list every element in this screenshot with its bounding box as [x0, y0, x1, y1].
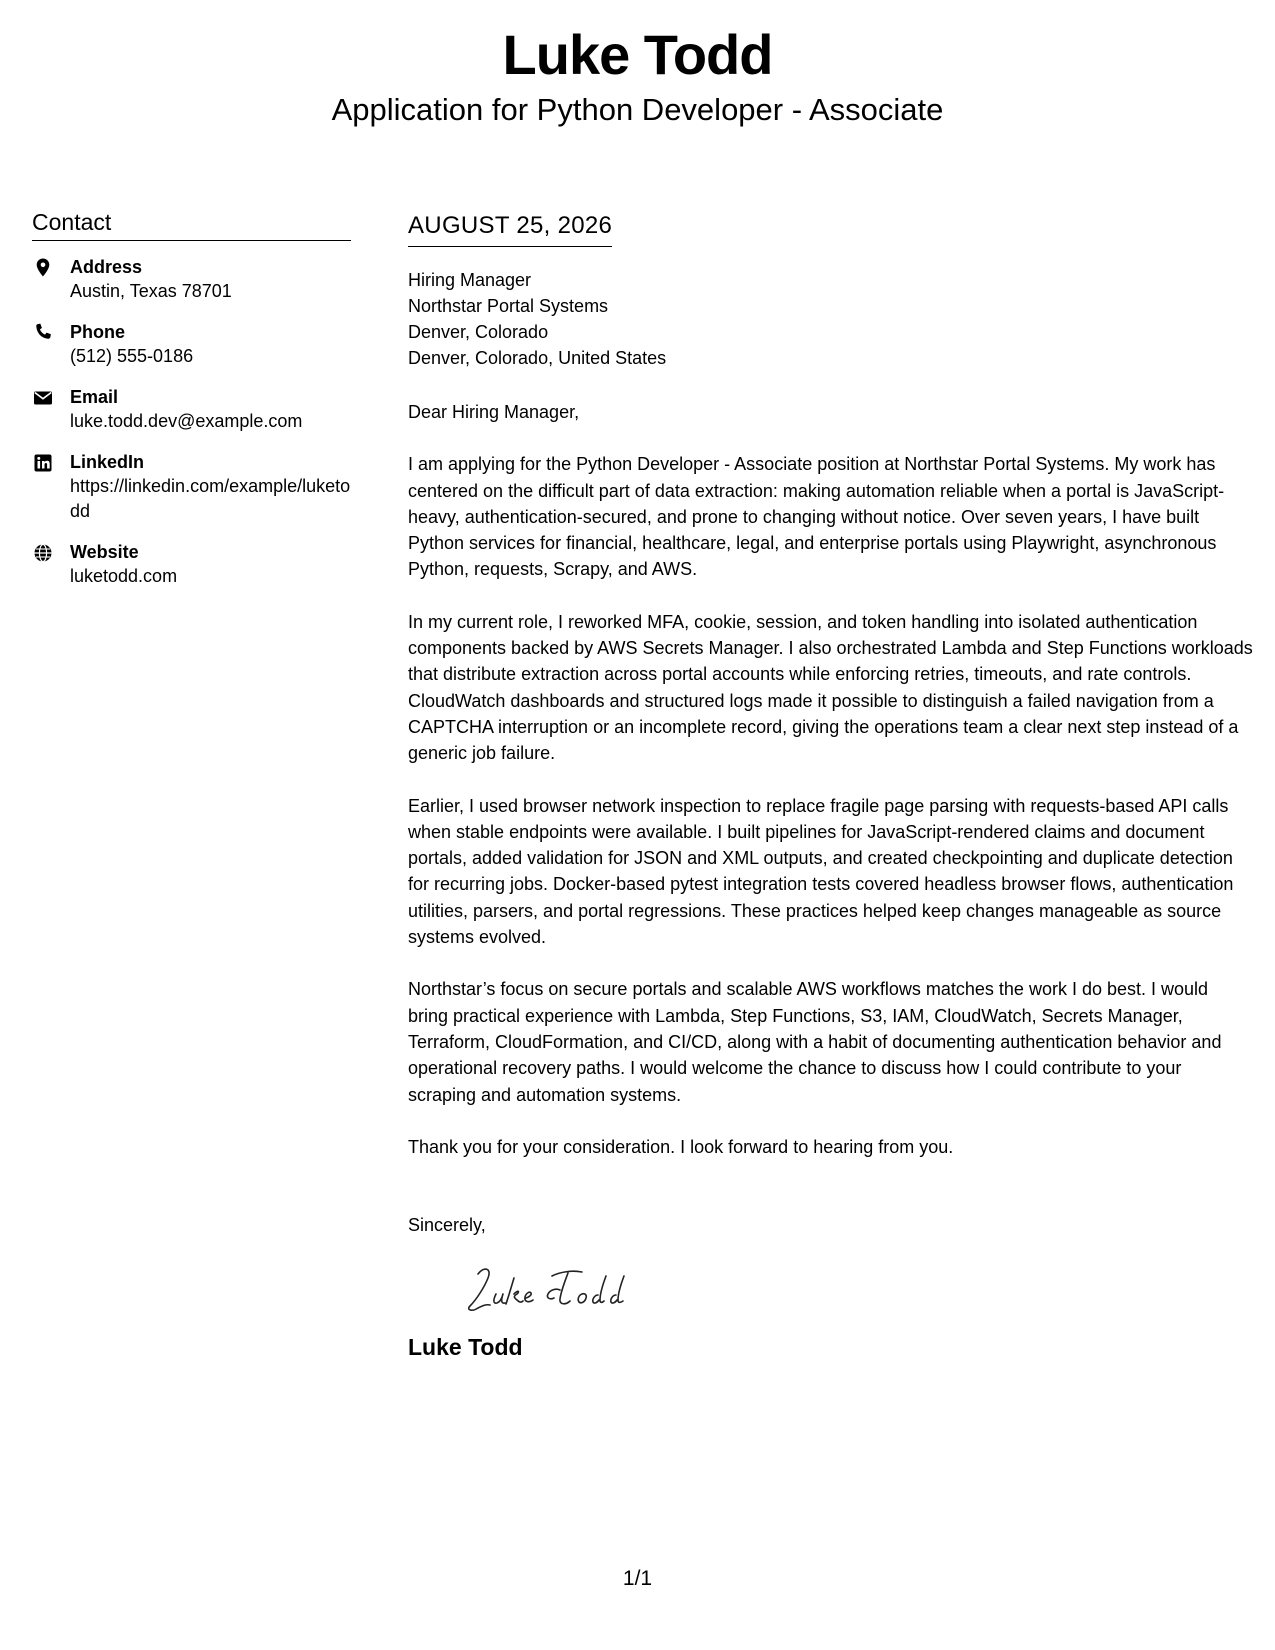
contact-label: Address: [70, 257, 143, 277]
recipient-line: Hiring Manager: [408, 270, 532, 290]
salutation: Dear Hiring Manager,: [408, 402, 580, 422]
letter-paragraph: Northstar’s focus on secure portals and scalable AWS workflows matches the work I do best. I would bring practical experience with Lambda, Step Functions, S3, IAM, CloudWatch, Secrets Manager, Terraform, CloudFormation, and CI/CD, along with a habit of documenting authentication behavior and operational recovery paths. I would welcome the chance to discuss how I could contribute to your scraping and automation systems.: [408, 979, 1222, 1105]
signer-name: Luke Todd: [408, 1334, 523, 1361]
location-pin-icon: [32, 257, 54, 279]
contact-sidebar: [32, 208, 351, 605]
letter-paragraph: Thank you for your consideration. I look forward to hearing from you.: [408, 1136, 954, 1157]
globe-icon: [32, 542, 54, 564]
application-subtitle: Application for Python Developer - Associate: [331, 92, 944, 127]
contact-item-address: [32, 255, 351, 304]
contact-item-phone: [32, 320, 351, 369]
recipient-line: Northstar Portal Systems: [408, 296, 609, 316]
contact-value: (512) 555-0186: [70, 346, 194, 366]
handwritten-signature: [456, 1260, 656, 1320]
closing: Sincerely,: [408, 1215, 486, 1236]
page-number: 1/1: [622, 1567, 653, 1590]
contact-value: Austin, Texas 78701: [70, 281, 232, 301]
letter-header: [0, 20, 1275, 130]
contact-label: Phone: [70, 322, 126, 342]
applicant-name: Luke Todd: [502, 23, 773, 86]
contact-item-email: [32, 385, 351, 434]
recipient-block: [408, 267, 1253, 371]
website-link[interactable]: luketodd.com: [70, 566, 178, 586]
envelope-icon: [32, 387, 54, 409]
contact-label: Website: [70, 542, 139, 562]
letter-paragraph: I am applying for the Python Developer - Associate position at Northstar Portal Systems. My work has centered on the difficult part of data extraction: making automation reliable when a portal is JavaScript-heavy, authentication-secured, and prone to changing without notice. Over seven years, I have built Python services for financial, healthcare, legal, and enterprise portals using Playwright, asynchronous Python, requests, Scrapy, and AWS.: [408, 454, 1225, 580]
contact-value: luke.todd.dev@example.com: [70, 411, 303, 431]
contact-label: Email: [70, 387, 119, 407]
letter-date: AUGUST 25, 2026: [408, 210, 612, 247]
recipient-line: Denver, Colorado, United States: [408, 348, 667, 368]
contact-section-title: Contact: [32, 208, 351, 241]
recipient-line: Denver, Colorado: [408, 322, 549, 342]
linkedin-link[interactable]: https://linkedin.com/example/luketodd: [70, 476, 351, 521]
contact-label: LinkedIn: [70, 452, 145, 472]
phone-icon: [32, 322, 54, 344]
contact-item-linkedin: [32, 450, 351, 524]
letter-body: [408, 210, 1253, 1362]
letter-paragraph: In my current role, I reworked MFA, cookie, session, and token handling into isolated authentication components backed by AWS Secrets Manager. I also orchestrated Lambda and Step Functions workloads that distribute extraction across portal accounts while enforcing retries, timeouts, and rate controls. CloudWatch dashboards and structured logs made it possible to distinguish a failed navigation from a CAPTCHA interruption or an incomplete record, giving the operations team a clear next step instead of a generic job failure.: [408, 611, 1253, 764]
linkedin-icon: [32, 452, 54, 474]
contact-item-website: [32, 540, 351, 589]
letter-paragraph: Earlier, I used browser network inspection to replace fragile page parsing with requests-based API calls when stable endpoints were available. I built pipelines for JavaScript-rendered claims and document portals, added validation for JSON and XML outputs, and created checkpointing and duplicate detection for recurring jobs. Docker-based pytest integration tests covered headless browser flows, authentication utilities, parsers, and portal regressions. These practices helped keep changes manageable as source systems evolved.: [408, 795, 1234, 948]
